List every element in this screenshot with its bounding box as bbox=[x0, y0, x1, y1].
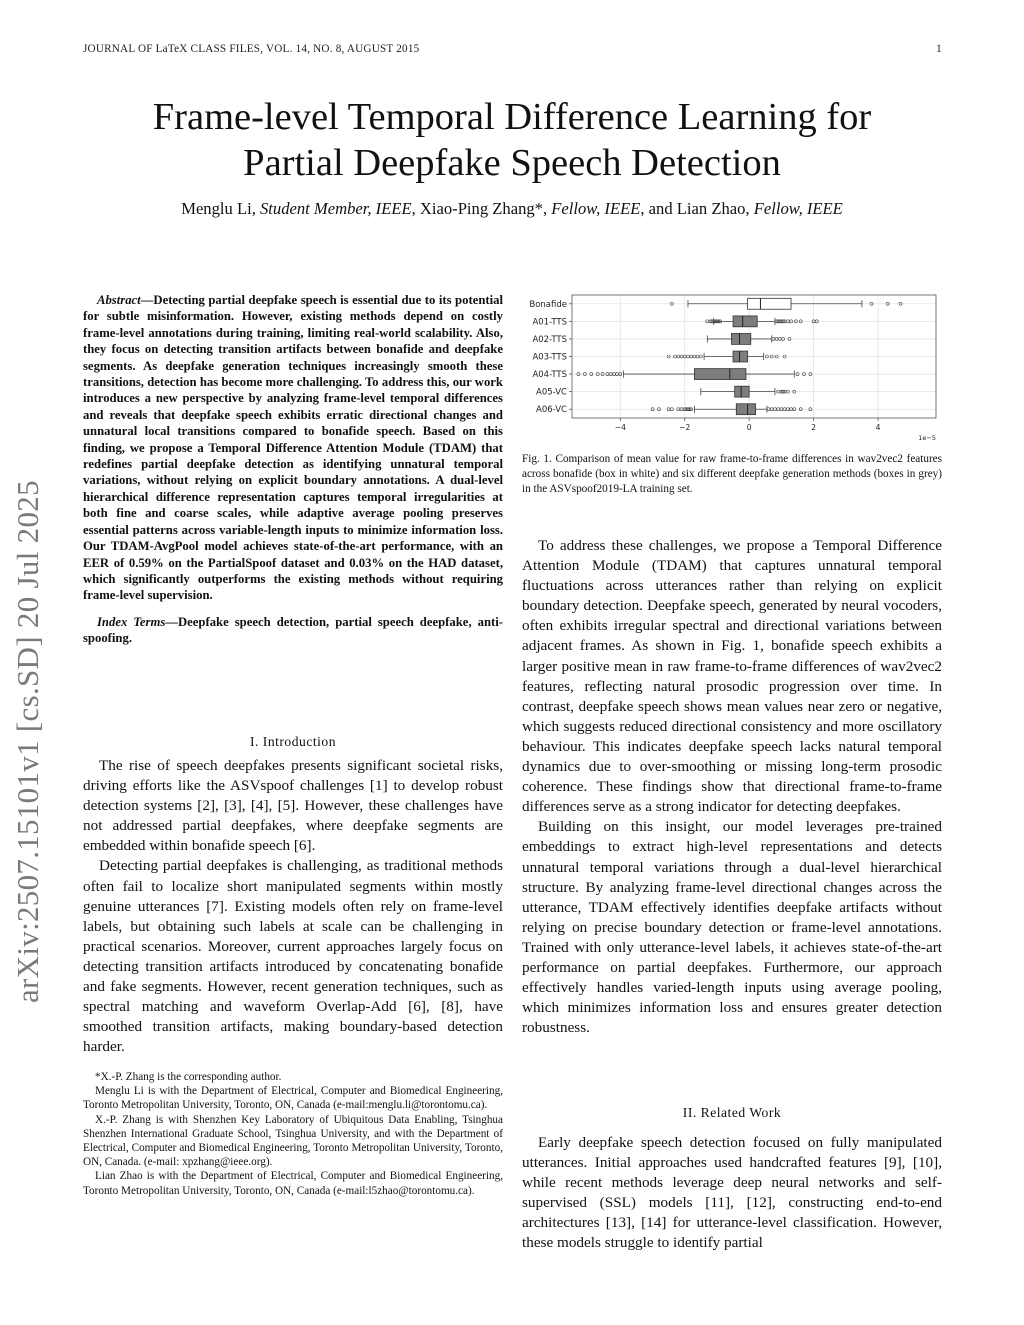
box-a04-tts bbox=[694, 369, 746, 380]
box-a01-tts bbox=[733, 316, 757, 327]
y-tick-label: A01-TTS bbox=[532, 317, 567, 328]
x-tick-label: 0 bbox=[746, 423, 752, 432]
author-1-role: Student Member, IEEE bbox=[260, 199, 412, 218]
body-paragraph: Building on this insight, our model leverages pre-trained embeddings to extract high-level representations and detects unnatural temporal variations through a dual-level hierarchical structure. By analyzing frame-level directional changes across the utterance, TDAM effectively identifies deepfake artifacts without relying on precise boundary detection or frame-level annotations. Trained with only utterance-level labels, it achieves state-of-the-art performance on partial deepfakes. Furthermore, our approach effectively handles varied-length inputs using average pooling, which minimizes information loss and ensures greater detection robustness. bbox=[522, 818, 942, 1037]
arxiv-stamp: arXiv:2507.15101v1 [cs.SD] 20 Jul 2025 bbox=[10, 480, 45, 1003]
section-heading-introduction: I. Introduction bbox=[249, 734, 337, 749]
index-terms-text: —Deepfake speech detection, partial speech deepfake, anti-spoofing. bbox=[83, 614, 504, 646]
x-tick-label: 2 bbox=[811, 423, 816, 432]
box-bonafide bbox=[748, 298, 791, 309]
related-work-paragraph: Early deepfake speech detection focused on fully manipulated utterances. Initial approaches used handcrafted features [9], [10], while recent methods leverage deep neural networks and self-supervised (SSL) models [11], [12], constructing end-to-end architectures [13], [14] for utterance-level classification. However, these models struggle to identify partial bbox=[522, 1134, 942, 1252]
author-3-role: Fellow, IEEE bbox=[753, 199, 843, 218]
y-tick-label: Bonafide bbox=[529, 299, 567, 310]
box-a05-vc bbox=[735, 386, 749, 397]
body-paragraph: To address these challenges, we propose a Temporal Difference Attention Module (TDAM) that captures unnatural temporal fluctuations across utterances rather than relying on explicit boundary detection. Deepfake speech, generated by neural vocoders, often exhibits irregular spectral and directional variations between adjacent frames. As shown in Fig. 1, bonafide speech exhibits a larger positive mean in raw frame-to-frame differences of wav2vec2 features, reflecting natural prosodic progression over time. In contrast, deepfake speech shows mean values near zero or negative, which suggests reduced directional consistency and more oscillatory behaviour. This indicates deepfake speech lacks natural temporal dynamics due to over-smoothing or missing long-term prosodic coherence. These findings show that directional frame-to-frame differences serve as a strong indicator for detecting deepfakes. bbox=[522, 537, 942, 816]
footnote: Menglu Li is with the Department of Electrical, Computer and Biomedical Engineering, Toronto Metropolitan University, Toronto, ON, Canada (e-mail:menglu.li@torontomu.ca). bbox=[83, 1085, 503, 1112]
abstract-block bbox=[83, 292, 503, 647]
box-a06-vc bbox=[736, 404, 755, 415]
abstract-label: Abstract bbox=[97, 293, 141, 307]
footnote: Lian Zhao is with the Department of Electrical, Computer and Biomedical Engineering, Toronto Metropolitan University, Toronto, ON, Canada (e-mail:l5zhao@torontomu.ca). bbox=[83, 1170, 503, 1197]
author-3-name: Lian Zhao, bbox=[676, 199, 754, 218]
paper-title-line2: Partial Deepfake Speech Detection bbox=[243, 142, 781, 184]
x-tick-label: 4 bbox=[875, 423, 881, 432]
author-1-sep: , bbox=[411, 199, 420, 218]
running-header: JOURNAL OF LaTeX CLASS FILES, VOL. 14, NO. 8, AUGUST 2015 bbox=[83, 43, 420, 55]
figure-1-caption: Fig. 1. Comparison of mean value for raw frame-to-frame differences in wav2vec2 features across bonafide (box in white) and six different deepfake generation methods (boxes in grey) in the ASVspoof2019-LA training set. bbox=[522, 453, 942, 496]
paper-title-line1: Frame-level Temporal Difference Learning for bbox=[152, 96, 872, 138]
author-2-name: Xiao-Ping Zhang*, bbox=[419, 199, 552, 218]
author-2-sep: , and bbox=[640, 199, 677, 218]
y-tick-label: A06-VC bbox=[536, 405, 567, 416]
introduction-body bbox=[83, 756, 503, 1057]
author-line bbox=[0, 199, 1024, 219]
related-work-body bbox=[522, 1133, 942, 1254]
page-number: 1 bbox=[936, 43, 942, 55]
index-terms-label: Index Terms bbox=[97, 614, 166, 629]
abstract-text: —Detecting partial deepfake speech is essential due to its potential for subtle misinformation. However, existing methods depend on costly frame-level annotations during training, limiting real-world scalability. Also, they focus on detecting transition artifacts between bonafide and deepfake segments. As deepfake generation techniques increasingly smooth these transitions, detection has become more challenging. To address this, our work introduces a new perspective by analyzing frame-level temporal differences and reveals that deepfake speech exhibits erratic directional changes and unnatural local transitions compared to bonafide speech. Based on this finding, we propose a Temporal Difference Attention Module (TDAM) that redefines partial deepfake detection as identifying unnatural temporal variations, without relying on explicit boundary annotations. A dual-level hierarchical difference representation captures temporal irregularities at both fine and coarse scales, while adaptive average pooling preserves essential patterns across variable-length inputs to minimize information loss. Our TDAM-AvgPool model achieves state-of-the-art performance, with an EER of 0.59% on the PartialSpoof dataset and 0.03% on the HAD dataset, which significantly outperforms the existing methods without requiring frame-level supervision. bbox=[83, 293, 503, 603]
x-tick-label: −2 bbox=[679, 423, 691, 432]
x-scale-label: 1e−5 bbox=[918, 434, 936, 440]
footnote: X.-P. Zhang is with Shenzhen Key Laboratory of Ubiquitous Data Enabling, Tsinghua Shenzhen International Graduate School, Tsinghua University, and with the Department of Electrical, Computer and Biomedical Engineering, Toronto Metropolitan University, Toronto, ON, Canada. (e-mail: xpzhang@ieee.org). bbox=[83, 1113, 503, 1169]
right-column-body bbox=[522, 536, 942, 1038]
author-2-role: Fellow, IEEE bbox=[551, 199, 641, 218]
y-tick-label: A05-VC bbox=[536, 387, 567, 398]
figure-1-boxplot bbox=[520, 290, 950, 440]
footnotes bbox=[83, 1070, 503, 1198]
x-tick-label: −4 bbox=[614, 423, 626, 432]
intro-paragraph: The rise of speech deepfakes presents significant societal risks, driving efforts like the ASVspoof challenges [1] to develop robust detection systems [2], [3], [4], [5]. However, these challenges have not addressed partial deepfakes, where deepfake segments are embedded within bonafide speech [6]. bbox=[83, 757, 503, 855]
y-tick-label: A03-TTS bbox=[532, 352, 567, 363]
author-1-name: Menglu Li, bbox=[181, 199, 260, 218]
box-a02-tts bbox=[731, 333, 750, 344]
box-a03-tts bbox=[733, 351, 747, 362]
intro-paragraph: Detecting partial deepfakes is challenging, as traditional methods often fail to localize short manipulated segments within mostly genuine utterances [7]. Existing models often rely on frame-level labels, but obtaining such labels at scale can be challenging in practical scenarios. Moreover, current approaches largely focus on detecting transition artifacts introduced by concatenating bonafide and fake segments. However, recent generation techniques, such as spectral matching and waveform Overlap-Add [6], [8], have smoothed transition artifacts, making boundary-based detection harder. bbox=[83, 857, 503, 1056]
footnote: *X.-P. Zhang is the corresponding author. bbox=[95, 1071, 282, 1083]
y-tick-label: A02-TTS bbox=[532, 334, 567, 345]
section-heading-related-work: II. Related Work bbox=[682, 1105, 782, 1120]
y-tick-label: A04-TTS bbox=[532, 370, 567, 381]
